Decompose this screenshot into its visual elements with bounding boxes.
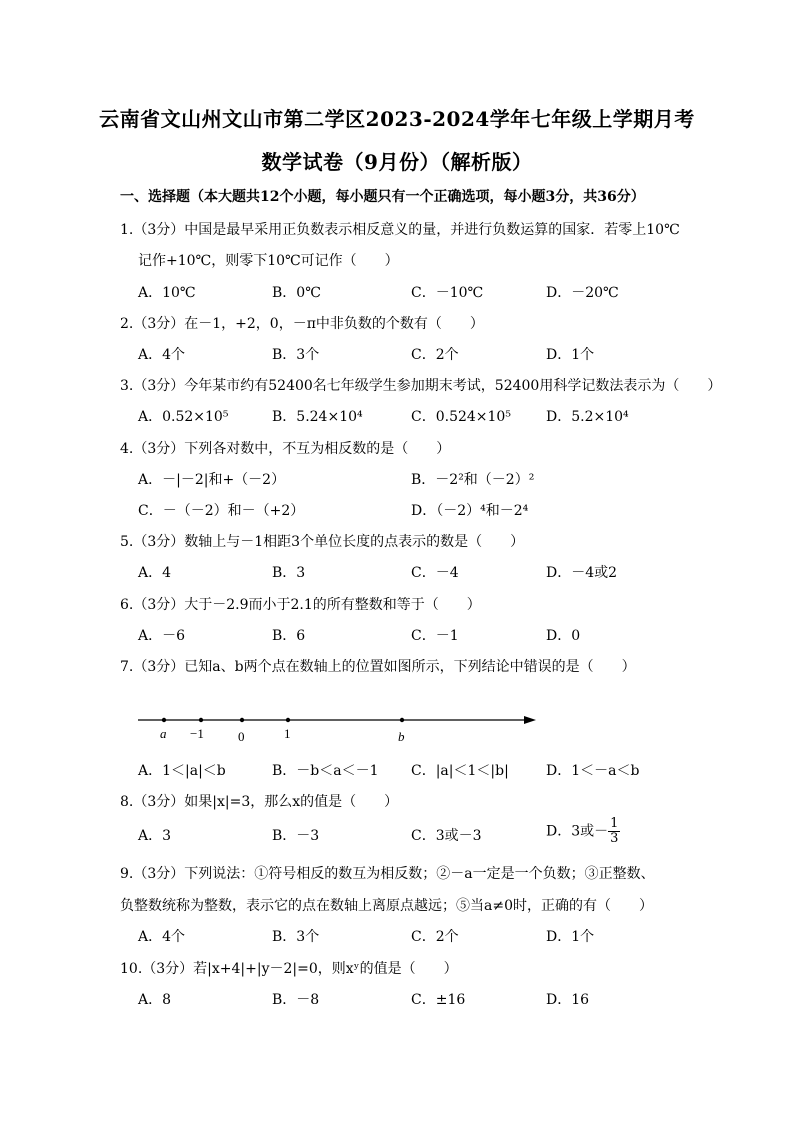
- q10-option-d: D．16: [546, 992, 590, 1008]
- q3-option-a: A．0.52×10⁵: [138, 409, 229, 425]
- number-line-arrow: [524, 716, 536, 724]
- q4-option-b: B．－2²和（－2）²: [411, 472, 535, 488]
- question-5-stem: 5.（3分）数轴上与－1相距3个单位长度的点表示的数是（ ）: [120, 534, 525, 550]
- q9-option-b: B．3个: [272, 929, 320, 945]
- q3-option-c: C．0.524×10⁵: [411, 409, 511, 425]
- q7-option-a: A．1＜|a|＜b: [138, 763, 226, 779]
- q1-option-a: A．10℃: [138, 285, 196, 301]
- q1-option-d: D．－20℃: [546, 285, 619, 301]
- point-neg-one: [199, 718, 203, 722]
- q1-option-b: B．0℃: [272, 285, 321, 301]
- q7-option-c: C．|a|＜1＜|b|: [411, 763, 509, 779]
- label-neg-one: −1: [190, 726, 204, 741]
- q9-option-a: A．4个: [138, 929, 186, 945]
- q6-option-c: C．－1: [411, 628, 459, 644]
- q8-option-c: C．3或－3: [411, 828, 482, 844]
- point-b: [400, 718, 404, 722]
- q7-option-b: B．－b＜a＜－1: [272, 763, 379, 779]
- label-a: a: [160, 726, 167, 741]
- question-10-stem: 10.（3分）若|x+4|+|y－2|=0，则xʸ的值是（ ）: [120, 961, 458, 977]
- q10-option-a: A．8: [138, 992, 172, 1008]
- q3-option-b: B．5.24×10⁴: [272, 409, 363, 425]
- q9-option-c: C．2个: [411, 929, 459, 945]
- q6-option-a: A．－6: [138, 628, 186, 644]
- page-subtitle: 数学试卷（9月份）（解析版）: [261, 150, 533, 174]
- q8-option-a: A．3: [138, 828, 172, 844]
- page-title: 云南省文山州文山市第二学区2023-2024学年七年级上学期月考: [99, 107, 695, 131]
- question-8-stem: 8.（3分）如果|x|=3，那么x的值是（ ）: [120, 794, 399, 810]
- q2-option-b: B．3个: [272, 347, 320, 363]
- label-zero: 0: [238, 729, 245, 744]
- q8-fraction: [608, 817, 620, 846]
- point-zero: [240, 718, 244, 722]
- q8-option-d-text: D．3或－: [546, 823, 609, 840]
- fraction-denominator: 3: [610, 831, 619, 846]
- point-one: [286, 718, 290, 722]
- question-3-stem: 3.（3分）今年某市约有52400名七年级学生参加期末考试，52400用科学记数法表示为（ ）: [120, 378, 722, 394]
- q4-option-d: D．（－2）⁴和－2⁴: [411, 503, 529, 519]
- question-4-stem: 4.（3分）下列各对数中，不互为相反数的是（ ）: [120, 441, 451, 457]
- q9-option-d: D．1个: [546, 929, 595, 945]
- q8-option-b: B．－3: [272, 828, 320, 844]
- q5-option-c: C．－4: [411, 565, 459, 581]
- q5-option-a: A．4: [138, 565, 172, 581]
- question-7-stem: 7.（3分）已知a、b两个点在数轴上的位置如图所示，下列结论中错误的是（ ）: [120, 659, 636, 675]
- question-6-stem: 6.（3分）大于－2.9而小于2.1的所有整数和等于（ ）: [120, 597, 481, 613]
- question-1-stem: 1.（3分）中国是最早采用正负数表示相反意义的量，并进行负数运算的国家．若零上10℃: [120, 222, 680, 238]
- q2-option-a: A．4个: [138, 347, 186, 363]
- point-a: [162, 718, 166, 722]
- q2-option-c: C．2个: [411, 347, 459, 363]
- q5-option-b: B．3: [272, 565, 306, 581]
- q1-option-c: C．－10℃: [411, 285, 484, 301]
- section-heading: 一、选择题（本大题共12个小题，每小题只有一个正确选项，每小题3分，共36分）: [120, 189, 645, 205]
- number-line-figure: [138, 708, 548, 748]
- q4-option-a: A．－|－2|和+（－2）: [138, 472, 286, 488]
- q3-option-d: D．5.2×10⁴: [546, 409, 629, 425]
- fraction-numerator: 1: [610, 816, 619, 831]
- label-b: b: [398, 729, 405, 744]
- q5-option-d: D．－4或2: [546, 565, 618, 581]
- q6-option-d: D．0: [546, 628, 581, 644]
- question-9-stem-cont: 负整数统称为整数，表示它的点在数轴上离原点越远；⑤当a≠0时，正确的有（ ）: [120, 898, 653, 914]
- label-one: 1: [284, 726, 291, 741]
- q10-option-c: C．±16: [411, 992, 466, 1008]
- q4-option-c: C．－（－2）和－（+2）: [138, 503, 305, 519]
- q7-option-d: D．1＜－a＜b: [546, 763, 640, 779]
- q2-option-d: D．1个: [546, 347, 595, 363]
- q6-option-b: B．6: [272, 628, 306, 644]
- question-9-stem: 9.（3分）下列说法：①符号相反的数互为相反数；②－a一定是一个负数；③正整数、: [120, 866, 655, 882]
- q8-option-d: [546, 817, 620, 846]
- q10-option-b: B．－8: [272, 992, 320, 1008]
- question-1-stem-cont: 记作+10℃，则零下10℃可记作（ ）: [138, 253, 399, 269]
- question-2-stem: 2.（3分）在－1，+2，0，－π中非负数的个数有（ ）: [120, 316, 484, 332]
